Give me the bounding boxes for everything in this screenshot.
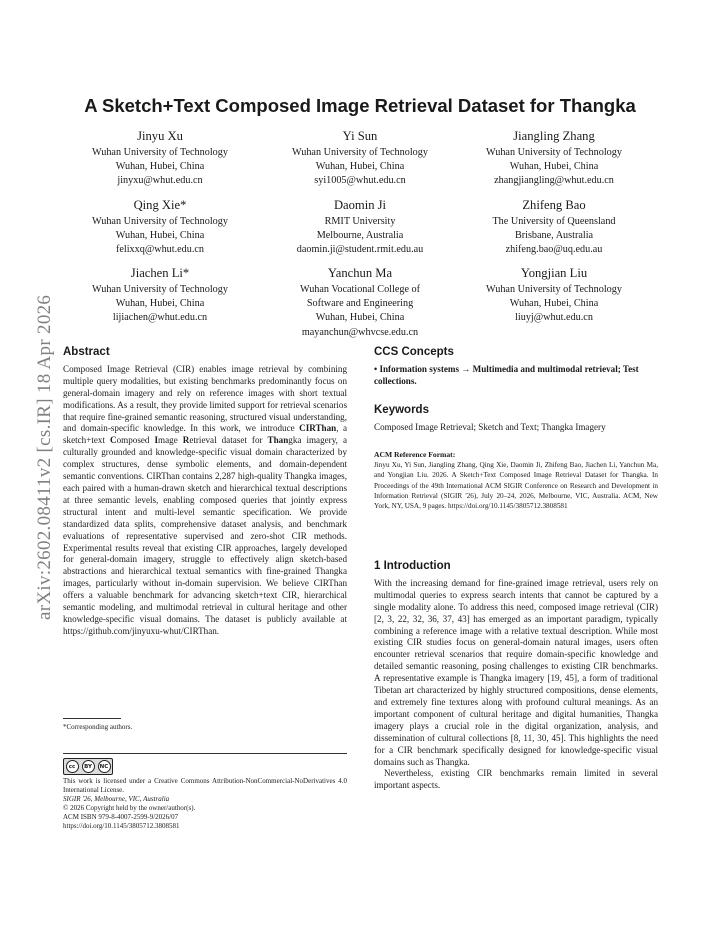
author-email: zhangjiangling@whut.edu.cn: [494, 175, 614, 187]
author-affiliation: Melbourne, Australia: [316, 230, 404, 242]
author-affiliation: Wuhan, Hubei, China: [509, 161, 599, 173]
author-affiliation: Wuhan Vocational College of: [299, 284, 421, 295]
copyright-line: © 2026 Copyright held by the owner/author(s).: [63, 804, 196, 812]
author-card: [62, 198, 258, 258]
author-name: Yanchun Ma: [327, 266, 393, 280]
author-email: daomin.ji@student.rmit.edu.au: [296, 244, 424, 256]
acm-reference: [374, 450, 658, 511]
author-card: [262, 266, 458, 340]
acm-reference-text: Jinyu Xu, Yi Sun, Jiangling Zhang, Qing Xie, Daomin Ji, Zhifeng Bao, Jiachen Li, Yanchun Ma, and Yongjian Liu. 2026. A Sketch+Text Composed Image Retrieval Dataset for Thangka. In Proceedings of the 49th International ACM SIGIR Conference on Research and Development in Information Retrieval (SIGIR '26), July 20–24, 2026, Melbourne, VIC, Australia. ACM, New York, NY, USA, 9 pages. https://doi.org/10.1145/3805712.3808581: [374, 461, 658, 511]
paper-title: A Sketch+Text Composed Image Retrieval Dataset for Thangka: [84, 95, 636, 116]
author-affiliation: The University of Queensland: [492, 216, 616, 227]
author-affiliation: Wuhan University of Technology: [92, 147, 228, 158]
author-name: Yi Sun: [342, 129, 378, 143]
author-affiliation: Brisbane, Australia: [514, 230, 594, 242]
introduction-section: [374, 561, 658, 792]
author-name: Daomin Ji: [333, 198, 387, 212]
author-name: Zhifeng Bao: [522, 198, 586, 212]
doi-line: https://doi.org/10.1145/3805712.3808581: [63, 822, 180, 830]
author-affiliation: Wuhan, Hubei, China: [115, 161, 205, 173]
acm-reference-heading: ACM Reference Format:: [374, 450, 456, 459]
author-card: [456, 266, 652, 326]
author-affiliation: Wuhan University of Technology: [486, 284, 622, 295]
footnote: *Corresponding authors.: [63, 723, 133, 731]
license-text: This work is licensed under a Creative Commons Attribution-NonCommercial-NoDerivatives 4.0 International License.: [63, 777, 347, 794]
keywords-section: [374, 405, 658, 434]
ccs-heading: CCS Concepts: [374, 346, 454, 358]
author-name: Qing Xie*: [133, 198, 187, 212]
author-card: [456, 129, 652, 189]
creative-commons-badge: [63, 758, 113, 775]
author-affiliation: Wuhan, Hubei, China: [115, 298, 205, 310]
author-affiliation: Wuhan University of Technology: [486, 147, 622, 158]
author-name: Jiachen Li*: [130, 266, 190, 280]
author-affiliation: Software and Engineering: [306, 298, 414, 310]
author-card: [262, 129, 458, 189]
keywords-heading: Keywords: [374, 404, 429, 416]
author-email: jinyxu@whut.edu.cn: [117, 175, 203, 187]
license-block: [63, 777, 347, 831]
author-name: Jinyu Xu: [137, 129, 183, 143]
author-email: lijiachen@whut.edu.cn: [112, 312, 208, 324]
author-email: syi1005@whut.edu.cn: [314, 175, 406, 187]
introduction-heading: 1 Introduction: [374, 560, 451, 572]
abstract-heading: Abstract: [63, 346, 110, 358]
footnote-rule: [63, 718, 121, 719]
keywords-text: Composed Image Retrieval; Sketch and Text; Thangka Imagery: [374, 421, 606, 432]
license-rule: [63, 753, 347, 754]
abstract-text: Composed Image Retrieval (CIR) enables image retrieval by combining multiple query modalities, but existing benchmarks predominantly focus on general-domain imagery and rely on reference images with short textual modifications. As a result, they provide limited support for retrieval scenarios that require fine-grained semantic reasoning, structured visual understanding, and domain-specific knowledge. In this work, we introduce CIRThan, a sketch+text Composed Image Retrieval dataset for Thangka imagery, a culturally grounded and knowledge-specific visual domain characterized by complex structures, dense symbolic elements, and domain-dependent semantic conventions. CIRThan contains 2,287 high-quality Thangka images, each paired with a human-drawn sketch and hierarchical textual descriptions at three semantic levels, enabling composed queries that jointly express structural intent and multi-level semantic specification. We provide standardized data splits, comprehensive dataset analysis, and benchmark evaluations of representative supervised and zero-shot CIR methods. Experimental results reveal that existing CIR approaches, largely developed for general-domain imagery, struggle to effectively align sketch-based abstractions and hierarchical textual semantics with fine-grained Thangka images, particularly without in-domain supervision. We believe CIRThan offers a valuable benchmark for advancing sketch+text CIR, hierarchical semantic modeling, and multimodal retrieval in cultural heritage and other knowledge-specific visual domains. The dataset is publicly available at https://github.com/jinyuxu-whut/CIRThan.: [63, 363, 347, 636]
author-email: zhifeng.bao@uq.edu.au: [505, 244, 603, 256]
conference-line: SIGIR '26, Melbourne, VIC, Australia: [63, 795, 170, 803]
introduction-paragraph-2: Nevertheless, existing CIR benchmarks remain limited in several important aspects.: [374, 768, 658, 791]
author-card: [62, 266, 258, 326]
author-affiliation: Wuhan University of Technology: [292, 147, 428, 158]
ccs-text: • Information systems → Multimedia and multimodal retrieval; Test collections.: [374, 363, 639, 386]
cc-icon: cc: [66, 760, 79, 773]
author-card: [456, 198, 652, 258]
author-email: felixxq@whut.edu.cn: [115, 244, 205, 256]
author-affiliation: RMIT University: [324, 216, 396, 227]
nc-icon: NC: [98, 760, 111, 773]
author-email: liuyj@whut.edu.cn: [515, 312, 593, 324]
author-affiliation: Wuhan University of Technology: [92, 284, 228, 295]
author-card: [262, 198, 458, 258]
author-card: [62, 129, 258, 189]
author-affiliation: Wuhan, Hubei, China: [315, 161, 405, 173]
author-affiliation: Wuhan University of Technology: [92, 216, 228, 227]
abstract-section: [63, 347, 347, 638]
author-name: Yongjian Liu: [520, 266, 588, 280]
author-affiliation: Wuhan, Hubei, China: [315, 312, 405, 324]
ccs-section: [374, 347, 658, 388]
introduction-paragraph-1: With the increasing demand for fine-grained image retrieval, users rely on multimodal queries to express search intents that cannot be captured by a single modality alone. To address this need, composed image retrieval (CIR) [2, 3, 22, 32, 36, 37, 43] has emerged as an important paradigm, typically combining a reference image with a relative textual description. While most existing CIR studies focus on general-domain natural images, users often encounter retrieval scenarios that require domain-specific knowledge and detailed semantic reasoning, posing challenges to existing CIR benchmarks. A representative example is Thangka imagery [19, 45], a form of traditional Tibetan art characterized by highly structured compositions, dense elements, and extremely fine textures along with profound cultural meanings. As an important component of cultural heritage and digital humanities, Thangka imagery plays a crucial role in the digital organization, analysis, and dissemination of cultural collections [8, 11, 30, 45]. This highlights the need for a CIR benchmark specifically designed for knowledge-specific visual domains such as Thangka.: [374, 577, 658, 767]
isbn-line: ACM ISBN 979-8-4007-2599-9/2026/07: [63, 813, 179, 821]
author-affiliation: Wuhan, Hubei, China: [509, 298, 599, 310]
by-icon: BY: [82, 760, 95, 773]
arxiv-identifier: arXiv:2602.08411v2 [cs.IR] 18 Apr 2026: [34, 294, 55, 620]
author-name: Jiangling Zhang: [513, 129, 595, 143]
author-email: mayanchun@whvcse.edu.cn: [301, 326, 419, 338]
author-affiliation: Wuhan, Hubei, China: [115, 230, 205, 242]
